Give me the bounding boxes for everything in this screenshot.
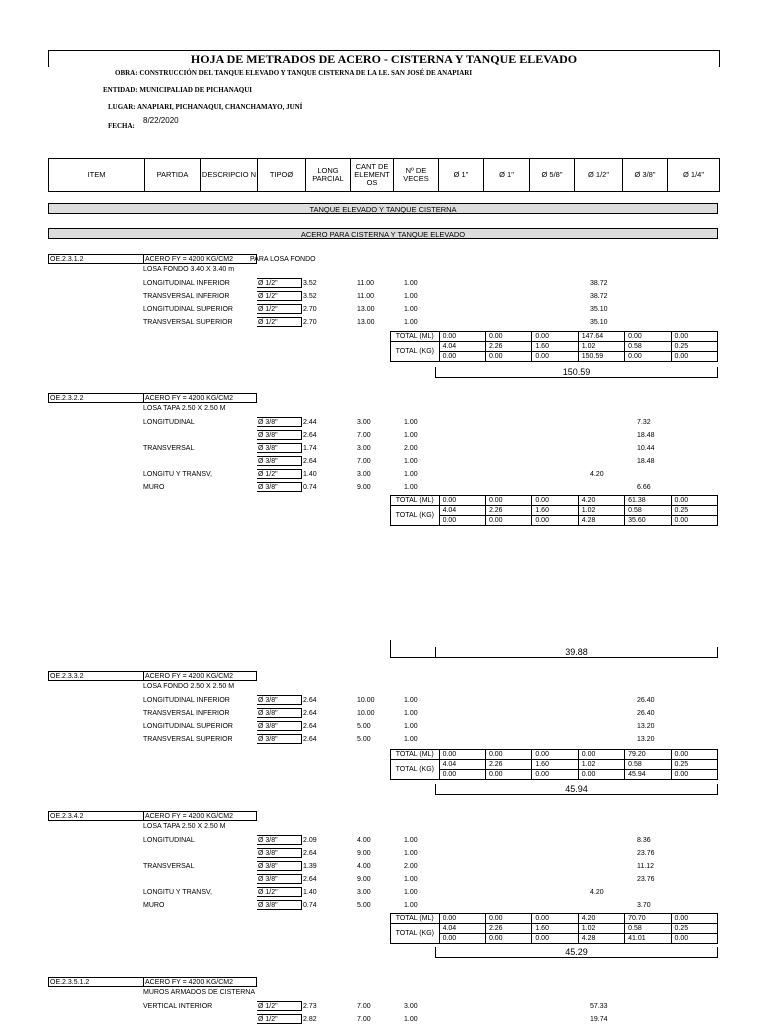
s4-w-cell: 1.60	[532, 924, 578, 934]
s1-ml-cell: 0.00	[485, 332, 531, 342]
s1-kg-cell: 0.00	[439, 352, 485, 362]
s3-row-d38: 13.20	[637, 723, 655, 730]
s2-ml-cell: 0.00	[671, 496, 717, 506]
s4-row-d38: 23.76	[637, 876, 655, 883]
s1-totals-table	[390, 331, 718, 362]
s1-ml-cell: 147.64	[578, 332, 624, 342]
col-d12: Ø 1/2"	[575, 159, 623, 191]
s1-row-tipo: Ø 1/2"	[257, 291, 302, 301]
s1-row-long: 3.52	[303, 293, 317, 300]
s3-row-d38: 26.40	[637, 697, 655, 704]
s1-acero: ACERO FY = 4200 KG/CM2	[143, 254, 257, 264]
s3-total_kg-label: TOTAL (KG)	[391, 760, 440, 780]
s4-w-cell: 4.04	[439, 924, 485, 934]
s1-extra: PARA LOSA FONDO	[250, 256, 316, 263]
fecha-value: 8/22/2020	[143, 116, 179, 125]
s3-ml-cell: 0.00	[532, 750, 578, 760]
column-header	[48, 158, 720, 192]
s3-row-cant: 10.00	[357, 710, 375, 717]
s3-kg-cell: 0.00	[439, 770, 485, 780]
s3-row-tipo: Ø 3/8"	[257, 708, 302, 718]
obra-row	[115, 69, 472, 77]
s3-row-desc: LONGITUDINAL SUPERIOR	[143, 723, 233, 730]
s1-total_ml-label: TOTAL (ML)	[391, 332, 440, 342]
s1-row-cant: 11.00	[357, 293, 374, 300]
s2-row-tipo: Ø 3/8"	[257, 417, 302, 427]
s4-w-cell: 0.25	[671, 924, 717, 934]
s2-row-desc: MURO	[143, 484, 165, 491]
s4-w-cell: 0.58	[625, 924, 671, 934]
s2-row-cant: 3.00	[357, 445, 371, 452]
lugar-row	[108, 103, 302, 111]
s1-row-tipo: Ø 1/2"	[257, 304, 302, 314]
s1-total_kg-label: TOTAL (KG)	[391, 342, 440, 362]
s4-row-long: 1.39	[303, 863, 317, 870]
s2-total: 39.88	[435, 647, 718, 658]
obra-value: CONSTRUCCIÓN DEL TANQUE ELEVADO Y TANQUE CISTERNA DE LA I.E. SAN JOSÉ DE ANAPIARI	[139, 69, 473, 77]
col-descripcion: DESCRIPCIO N	[201, 159, 258, 191]
s2-row-long: 1.40	[303, 471, 317, 478]
s2-acero: ACERO FY = 4200 KG/CM2	[143, 393, 257, 403]
s4-row-tipo: Ø 3/8"	[257, 874, 302, 884]
s1-row-long: 3.52	[303, 280, 317, 287]
s1-row-tipo: Ø 1/2"	[257, 278, 302, 288]
s4-row-cant: 4.00	[357, 837, 371, 844]
s2-row-d38: 18.48	[637, 458, 655, 465]
s4-row-cant: 4.00	[357, 863, 371, 870]
s4-row-cant: 9.00	[357, 876, 371, 883]
s3-row-long: 2.64	[303, 697, 317, 704]
s2-w-cell: 2.26	[485, 506, 531, 516]
s4-row-desc: TRANSVERSAL	[143, 863, 195, 870]
s1-code: OE.2.3.1.2	[48, 254, 144, 264]
s3-row-veces: 1.00	[404, 723, 418, 730]
section-band-acero: ACERO PARA CISTERNA Y TANQUE ELEVADO	[48, 228, 718, 239]
s1-w-cell: 2.26	[485, 342, 531, 352]
col-partida: PARTIDA	[145, 159, 201, 191]
s1-totals-row	[391, 332, 718, 342]
s4-row-d38: 23.76	[637, 850, 655, 857]
s5-row-tipo: Ø 1/2"	[257, 1001, 302, 1011]
s4-row-tipo: Ø 3/8"	[257, 861, 302, 871]
s1-row-long: 2.70	[303, 319, 317, 326]
s3-kg-cell: 45.94	[625, 770, 671, 780]
s2-row-d38: 6.66	[637, 484, 651, 491]
s4-row-veces: 1.00	[404, 889, 418, 896]
s3-row-long: 2.64	[303, 736, 317, 743]
s1-w-cell: 1.02	[578, 342, 624, 352]
s1-row-d12: 35.10	[590, 319, 608, 326]
s2-row-long: 1.74	[303, 445, 317, 452]
s2-kg-cell: 4.28	[578, 516, 624, 526]
s3-w-cell: 0.25	[671, 760, 717, 770]
s3-row-desc: TRANSVERSAL INFERIOR	[143, 710, 230, 717]
s3-row-tipo: Ø 3/8"	[257, 734, 302, 744]
s1-row-tipo: Ø 1/2"	[257, 317, 302, 327]
s1-row-d12: 38.72	[590, 293, 608, 300]
s2-w-cell: 0.58	[625, 506, 671, 516]
s1-ml-cell: 0.00	[439, 332, 485, 342]
s2-total-box-left	[390, 640, 435, 658]
s4-totals-row	[391, 934, 718, 944]
lugar-value: ANAPIARI, PICHANAQUI, CHANCHAMAYO, JUNÍ	[137, 103, 303, 111]
s2-w-cell: 0.25	[671, 506, 717, 516]
s1-ml-cell: 0.00	[532, 332, 578, 342]
s4-totals-row	[391, 914, 718, 924]
s4-row-cant: 3.00	[357, 889, 371, 896]
s4-row-veces: 2.00	[404, 863, 418, 870]
s4-row-long: 2.09	[303, 837, 317, 844]
entidad-row	[103, 86, 252, 94]
s4-acero: ACERO FY = 4200 KG/CM2	[143, 811, 257, 821]
s1-w-cell: 4.04	[439, 342, 485, 352]
s1-row-desc: LONGITUDINAL SUPERIOR	[143, 306, 233, 313]
s3-kg-cell: 0.00	[532, 770, 578, 780]
s2-row-veces: 1.00	[404, 432, 418, 439]
s4-code: OE.2.3.4.2	[48, 811, 144, 821]
s2-row-tipo: Ø 1/2"	[257, 469, 302, 479]
s2-total_kg-label: TOTAL (KG)	[391, 506, 440, 526]
s3-ml-cell: 79.20	[625, 750, 671, 760]
s4-row-veces: 1.00	[404, 902, 418, 909]
s4-row-desc: LONGITUDINAL	[143, 837, 195, 844]
s1-row-cant: 11.00	[357, 280, 374, 287]
s1-w-cell: 1.60	[532, 342, 578, 352]
s2-kg-cell: 0.00	[671, 516, 717, 526]
s4-row-veces: 1.00	[404, 850, 418, 857]
s2-totals-row	[391, 506, 718, 516]
s3-row-long: 2.64	[303, 710, 317, 717]
s2-row-long: 2.64	[303, 458, 317, 465]
s2-row-veces: 1.00	[404, 458, 418, 465]
s4-row-desc: MURO	[143, 902, 165, 909]
s4-kg-cell: 4.28	[578, 934, 624, 944]
col-d58: Ø 5/8"	[530, 159, 575, 191]
sheet-title: HOJA DE METRADOS DE ACERO - CISTERNA Y TANQUE ELEVADO	[48, 50, 720, 67]
s5-code: OE.2.3.5.1.2	[48, 977, 144, 987]
s2-ml-cell: 0.00	[532, 496, 578, 506]
s3-code: OE.2.3.3.2	[48, 671, 144, 681]
s3-row-desc: TRANSVERSAL SUPERIOR	[143, 736, 233, 743]
col-d38: Ø 3/8"	[623, 159, 668, 191]
s4-ml-cell: 0.00	[485, 914, 531, 924]
s1-row-veces: 1.00	[404, 319, 418, 326]
s2-row-d38: 18.48	[637, 432, 655, 439]
col-d1a: Ø 1"	[439, 159, 484, 191]
s4-ml-cell: 4.20	[578, 914, 624, 924]
col-d1b: Ø 1"	[484, 159, 530, 191]
s2-ml-cell: 4.20	[578, 496, 624, 506]
entidad-value: MUNICIPALIAD DE PICHANAQUI	[139, 86, 253, 94]
s2-totals-row	[391, 516, 718, 526]
s2-row-cant: 7.00	[357, 432, 371, 439]
s2-row-long: 2.44	[303, 419, 317, 426]
s2-row-long: 2.64	[303, 432, 317, 439]
s3-ml-cell: 0.00	[439, 750, 485, 760]
s4-kg-cell: 0.00	[439, 934, 485, 944]
s3-acero: ACERO FY = 4200 KG/CM2	[143, 671, 257, 681]
s2-ml-cell: 0.00	[485, 496, 531, 506]
s2-row-d38: 7.32	[637, 419, 651, 426]
lugar-label: LUGAR:	[108, 103, 136, 111]
s1-kg-cell: 0.00	[532, 352, 578, 362]
s2-ml-cell: 61.38	[625, 496, 671, 506]
s5-row-desc: VERTICAL INTERIOR	[143, 1003, 213, 1010]
s5-sub: MUROS ARMADOS DE CISTERNA	[143, 989, 256, 996]
s4-row-desc: LONGITU Y TRANSV,	[143, 889, 212, 896]
col-cant: CANT DE ELEMENT OS	[351, 159, 394, 191]
s5-row-cant: 7.00	[357, 1016, 371, 1023]
s4-total_kg-label: TOTAL (KG)	[391, 924, 440, 944]
s3-totals-row	[391, 750, 718, 760]
s4-row-d38: 8.36	[637, 837, 651, 844]
s2-row-desc: LONGITU Y TRANSV,	[143, 471, 212, 478]
s4-row-tipo: Ø 1/2"	[257, 887, 302, 897]
s5-row-veces: 3.00	[404, 1003, 418, 1010]
s1-kg-cell: 150.59	[578, 352, 624, 362]
s4-kg-cell: 0.00	[485, 934, 531, 944]
s2-total_ml-label: TOTAL (ML)	[391, 496, 440, 506]
s5-row-cant: 7.00	[357, 1003, 371, 1010]
s4-ml-cell: 0.00	[671, 914, 717, 924]
s2-row-veces: 2.00	[404, 445, 418, 452]
s4-w-cell: 1.02	[578, 924, 624, 934]
s5-row-d12: 57.33	[590, 1003, 608, 1010]
s1-w-cell: 0.25	[671, 342, 717, 352]
s4-totals-row	[391, 924, 718, 934]
s1-row-cant: 13.00	[357, 306, 375, 313]
s2-row-desc: TRANSVERSAL	[143, 445, 195, 452]
s5-row-d12: 19.74	[590, 1016, 608, 1023]
s1-row-d12: 35.10	[590, 306, 608, 313]
s1-ml-cell: 0.00	[625, 332, 671, 342]
s2-row-d12: 4.20	[590, 471, 604, 478]
s4-kg-cell: 0.00	[671, 934, 717, 944]
s3-sub: LOSA FONDO 2.50 X 2.50 M	[143, 683, 235, 690]
s2-row-veces: 1.00	[404, 471, 418, 478]
s2-ml-cell: 0.00	[439, 496, 485, 506]
s3-ml-cell: 0.00	[671, 750, 717, 760]
s4-row-cant: 9.00	[357, 850, 371, 857]
s2-row-tipo: Ø 3/8"	[257, 443, 302, 453]
s3-row-tipo: Ø 3/8"	[257, 721, 302, 731]
s4-total_ml-label: TOTAL (ML)	[391, 914, 440, 924]
s4-row-long: 2.64	[303, 850, 317, 857]
s2-kg-cell: 0.00	[439, 516, 485, 526]
entidad-label: ENTIDAD:	[103, 86, 138, 94]
s1-kg-cell: 0.00	[485, 352, 531, 362]
s5-acero: ACERO FY = 4200 KG/CM2	[143, 977, 257, 987]
s1-sub: LOSA FONDO 3.40 X 3.40 m	[143, 266, 235, 273]
s3-total: 45.94	[435, 784, 718, 795]
section-band-tanque: TANQUE ELEVADO Y TANQUE CISTERNA	[48, 203, 718, 214]
s2-row-tipo: Ø 3/8"	[257, 456, 302, 466]
obra-label: OBRA:	[115, 69, 138, 77]
s5-row-veces: 1.00	[404, 1016, 418, 1023]
s2-kg-cell: 0.00	[485, 516, 531, 526]
s3-row-long: 2.64	[303, 723, 317, 730]
s2-totals-row	[391, 496, 718, 506]
s3-kg-cell: 0.00	[671, 770, 717, 780]
s2-row-cant: 3.00	[357, 419, 371, 426]
s2-w-cell: 4.04	[439, 506, 485, 516]
s3-w-cell: 1.60	[532, 760, 578, 770]
s3-w-cell: 0.58	[625, 760, 671, 770]
s2-row-cant: 7.00	[357, 458, 371, 465]
s3-row-desc: LONGITUDINAL INFERIOR	[143, 697, 230, 704]
s3-row-tipo: Ø 3/8"	[257, 695, 302, 705]
s1-ml-cell: 0.00	[671, 332, 717, 342]
s1-kg-cell: 0.00	[671, 352, 717, 362]
s3-row-veces: 1.00	[404, 697, 418, 704]
s5-row-tipo: Ø 1/2"	[257, 1014, 302, 1024]
s3-totals-row	[391, 770, 718, 780]
s1-row-veces: 1.00	[404, 280, 418, 287]
s2-row-d38: 10.44	[637, 445, 655, 452]
s3-w-cell: 4.04	[439, 760, 485, 770]
s1-row-long: 2.70	[303, 306, 317, 313]
s4-sub: LOSA TAPA 2.50 X 2.50 M	[143, 823, 226, 830]
s2-totals-table	[390, 495, 718, 526]
s3-row-veces: 1.00	[404, 736, 418, 743]
s1-row-desc: LONGITUDINAL INFERIOR	[143, 280, 230, 287]
s4-totals-table	[390, 913, 718, 944]
s3-kg-cell: 0.00	[485, 770, 531, 780]
col-item: ITEM	[49, 159, 145, 191]
s1-row-desc: TRANSVERSAL SUPERIOR	[143, 319, 233, 326]
s1-w-cell: 0.58	[625, 342, 671, 352]
s2-row-veces: 1.00	[404, 484, 418, 491]
s4-row-d38: 3.70	[637, 902, 651, 909]
s4-row-long: 1.40	[303, 889, 317, 896]
s1-totals-row	[391, 352, 718, 362]
s2-row-veces: 1.00	[404, 419, 418, 426]
s4-total: 45.29	[435, 947, 718, 958]
s3-total_ml-label: TOTAL (ML)	[391, 750, 440, 760]
s3-row-cant: 5.00	[357, 736, 371, 743]
s2-w-cell: 1.60	[532, 506, 578, 516]
s2-row-tipo: Ø 3/8"	[257, 430, 302, 440]
s4-ml-cell: 0.00	[439, 914, 485, 924]
s2-row-cant: 9.00	[357, 484, 371, 491]
s3-ml-cell: 0.00	[578, 750, 624, 760]
col-tipo: TIPOØ	[258, 159, 306, 191]
s4-w-cell: 2.26	[485, 924, 531, 934]
s1-row-desc: TRANSVERSAL INFERIOR	[143, 293, 230, 300]
s3-totals-row	[391, 760, 718, 770]
s1-kg-cell: 0.00	[625, 352, 671, 362]
s2-row-tipo: Ø 3/8"	[257, 482, 302, 492]
s4-row-tipo: Ø 3/8"	[257, 900, 302, 910]
s4-row-long: 2.64	[303, 876, 317, 883]
s4-row-d12: 4.20	[590, 889, 604, 896]
col-long: LONG PARCIAL	[306, 159, 351, 191]
s2-row-cant: 3.00	[357, 471, 371, 478]
s2-code: OE.2.3.2.2	[48, 393, 144, 403]
s3-totals-table	[390, 749, 718, 780]
s1-row-veces: 1.00	[404, 293, 418, 300]
s4-row-cant: 5.00	[357, 902, 371, 909]
s4-kg-cell: 41.01	[625, 934, 671, 944]
s2-sub: LOSA TAPA 2.50 X 2.50 M	[143, 405, 226, 412]
fecha-label: FECHA:	[108, 122, 135, 130]
s3-kg-cell: 0.00	[578, 770, 624, 780]
s4-row-tipo: Ø 3/8"	[257, 848, 302, 858]
s1-total: 150.59	[435, 367, 718, 378]
s4-row-veces: 1.00	[404, 837, 418, 844]
s3-row-d38: 26.40	[637, 710, 655, 717]
s4-kg-cell: 0.00	[532, 934, 578, 944]
s1-row-cant: 13.00	[357, 319, 375, 326]
s4-row-d38: 11.12	[637, 863, 654, 870]
s5-row-long: 2.82	[303, 1016, 317, 1023]
s3-row-cant: 5.00	[357, 723, 371, 730]
s3-row-cant: 10.00	[357, 697, 375, 704]
s1-row-d12: 38.72	[590, 280, 608, 287]
s1-row-veces: 1.00	[404, 306, 418, 313]
s2-row-desc: LONGITUDINAL	[143, 419, 195, 426]
s5-row-long: 2.73	[303, 1003, 317, 1010]
s4-row-tipo: Ø 3/8"	[257, 835, 302, 845]
s3-row-d38: 13.20	[637, 736, 655, 743]
s4-row-veces: 1.00	[404, 876, 418, 883]
s3-w-cell: 1.02	[578, 760, 624, 770]
s2-kg-cell: 0.00	[532, 516, 578, 526]
s3-ml-cell: 0.00	[485, 750, 531, 760]
s4-ml-cell: 0.00	[532, 914, 578, 924]
s2-row-long: 0.74	[303, 484, 317, 491]
s4-row-long: 0.74	[303, 902, 317, 909]
s2-kg-cell: 35.60	[625, 516, 671, 526]
s4-ml-cell: 70.70	[625, 914, 671, 924]
s1-totals-row	[391, 342, 718, 352]
s2-w-cell: 1.02	[578, 506, 624, 516]
s3-w-cell: 2.26	[485, 760, 531, 770]
col-veces: Nº DE VECES	[394, 159, 439, 191]
col-d14: Ø 1/4"	[682, 170, 704, 179]
s3-row-veces: 1.00	[404, 710, 418, 717]
